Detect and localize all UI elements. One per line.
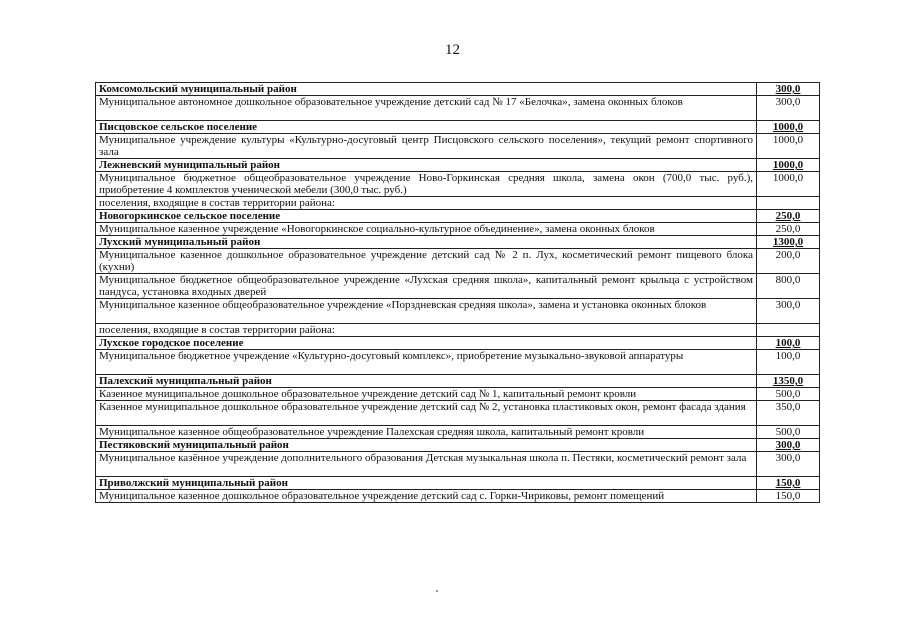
row-description: Муниципальное казенное учреждение «Новогоркинское социально-культурное объединение», замена оконных блоков — [96, 223, 757, 236]
row-amount: 500,0 — [757, 388, 820, 401]
section-title: Писцовское сельское поселение — [96, 121, 757, 134]
row-amount: 200,0 — [757, 249, 820, 274]
allocation-table — [95, 82, 820, 503]
page-number: 12 — [445, 42, 460, 58]
row-description: Муниципальное казенное общеобразовательное учреждение «Порздневская средняя школа», замена и установка оконных блоков — [96, 299, 757, 324]
row-description: Казенное муниципальное дошкольное образовательное учреждение детский сад № 2, установка пластиковых окон, ремонт фасада здания — [96, 401, 757, 426]
section-title: Пестяковский муниципальный район — [96, 439, 757, 452]
section-title: Лежневский муниципальный район — [96, 159, 757, 172]
section-heading-row — [96, 159, 820, 172]
row-description: Муниципальное бюджетное общеобразовательное учреждение Ново-Горкинская средняя школа, замена окон (700,0 тыс. руб.), приобретение 4 комплектов ученической мебели (300,0 тыс. руб.) — [96, 172, 757, 197]
table-row — [96, 274, 820, 299]
section-total: 300,0 — [757, 439, 820, 452]
section-title: Палехский муниципальный район — [96, 375, 757, 388]
table-row — [96, 172, 820, 197]
section-total: 250,0 — [757, 210, 820, 223]
section-total: 300,0 — [757, 83, 820, 96]
table-row — [96, 350, 820, 375]
row-amount: 800,0 — [757, 274, 820, 299]
section-total: 1350,0 — [757, 375, 820, 388]
table-row — [96, 388, 820, 401]
section-total: 1300,0 — [757, 236, 820, 249]
section-total: 1000,0 — [757, 159, 820, 172]
row-description: Муниципальное автономное дошкольное образовательное учреждение детский сад № 17 «Белочка», замена оконных блоков — [96, 96, 757, 121]
section-heading-row — [96, 477, 820, 490]
section-title: Комсомольский муниципальный район — [96, 83, 757, 96]
page-mark — [436, 590, 438, 592]
table-row — [96, 299, 820, 324]
section-heading-row — [96, 83, 820, 96]
section-total: 150,0 — [757, 477, 820, 490]
row-amount: 300,0 — [757, 299, 820, 324]
note-row — [96, 324, 820, 337]
row-amount — [757, 324, 820, 337]
section-heading-row — [96, 337, 820, 350]
row-amount: 300,0 — [757, 96, 820, 121]
row-amount: 150,0 — [757, 490, 820, 503]
table-row — [96, 223, 820, 236]
table-row — [96, 426, 820, 439]
section-heading-row — [96, 121, 820, 134]
section-heading-row — [96, 236, 820, 249]
row-description: Казенное муниципальное дошкольное образовательное учреждение детский сад № 1, капитальный ремонт кровли — [96, 388, 757, 401]
row-description: поселения, входящие в состав территории района: — [96, 197, 757, 210]
table-row — [96, 452, 820, 477]
row-amount: 500,0 — [757, 426, 820, 439]
section-title: Лухское городское поселение — [96, 337, 757, 350]
table-row — [96, 401, 820, 426]
row-description: поселения, входящие в состав территории района: — [96, 324, 757, 337]
row-description: Муниципальное казенное дошкольное образовательное учреждение детский сад с. Горки-Чириковы, ремонт помещений — [96, 490, 757, 503]
table-row — [96, 134, 820, 159]
row-amount: 350,0 — [757, 401, 820, 426]
row-description: Муниципальное казенное дошкольное образовательное учреждение детский сад № 2 п. Лух, косметический ремонт пищевого блока (кухни) — [96, 249, 757, 274]
table-row — [96, 96, 820, 121]
row-description: Муниципальное бюджетное учреждение «Культурно-досуговый комплекс», приобретение музыкально-звуковой аппаратуры — [96, 350, 757, 375]
row-description: Муниципальное учреждение культуры «Культурно-досуговый центр Писцовского сельского поселения», текущий ремонт спортивного зала — [96, 134, 757, 159]
row-amount: 1000,0 — [757, 134, 820, 159]
section-heading-row — [96, 439, 820, 452]
section-title: Лухский муниципальный район — [96, 236, 757, 249]
row-amount: 300,0 — [757, 452, 820, 477]
row-description: Муниципальное казенное общеобразовательное учреждение Палехская средняя школа, капитальный ремонт кровли — [96, 426, 757, 439]
section-title: Приволжский муниципальный район — [96, 477, 757, 490]
allocation-table-body — [96, 83, 820, 503]
row-description: Муниципальное бюджетное общеобразовательное учреждение «Лухская средняя школа», капитальный ремонт крыльца с устройством пандуса, установка входных дверей — [96, 274, 757, 299]
section-heading-row — [96, 375, 820, 388]
row-description: Муниципальное казённое учреждение дополнительного образования Детская музыкальная школа п. Пестяки, косметический ремонт зала — [96, 452, 757, 477]
row-amount: 1000,0 — [757, 172, 820, 197]
note-row — [96, 197, 820, 210]
section-heading-row — [96, 210, 820, 223]
row-amount: 100,0 — [757, 350, 820, 375]
table-row — [96, 490, 820, 503]
table-row — [96, 249, 820, 274]
section-total: 100,0 — [757, 337, 820, 350]
section-total: 1000,0 — [757, 121, 820, 134]
row-amount: 250,0 — [757, 223, 820, 236]
row-amount — [757, 197, 820, 210]
section-title: Новогоркинское сельское поселение — [96, 210, 757, 223]
